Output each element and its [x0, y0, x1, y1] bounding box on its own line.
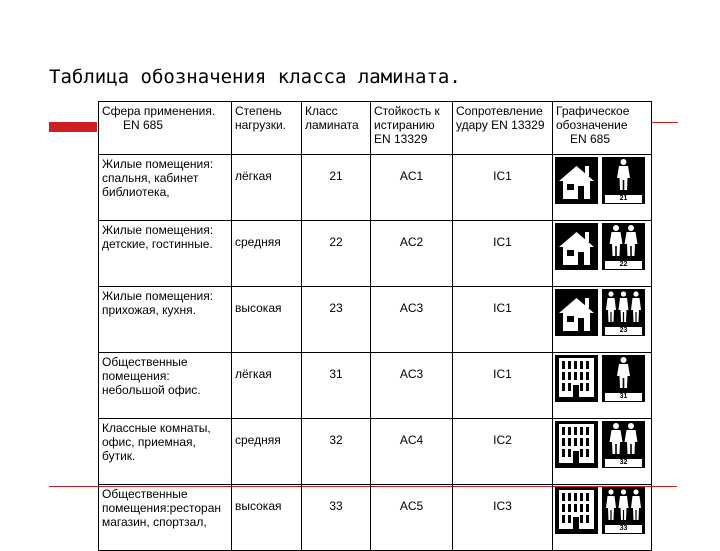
abrasion-cell: AC4 — [371, 419, 453, 485]
three-people-icon — [602, 487, 645, 534]
two-people-icon — [602, 421, 645, 468]
house-icon — [555, 223, 598, 270]
class-badge: 23 — [605, 327, 642, 335]
abrasion-cell: AC3 — [371, 353, 453, 419]
class-badge: 21 — [605, 195, 642, 203]
class-cell: 32 — [302, 419, 371, 485]
impact-cell: IC1 — [453, 155, 553, 221]
class-cell: 31 — [302, 353, 371, 419]
sphere-cell: Жилые помещения: спальня, кабинет библиотека, — [99, 155, 232, 221]
office-building-icon — [555, 355, 598, 402]
abrasion-cell: AC3 — [371, 287, 453, 353]
impact-cell: IC1 — [453, 353, 553, 419]
office-building-icon — [555, 487, 598, 534]
header-graphic-standard: EN 685 — [570, 132, 611, 146]
table-row — [99, 155, 652, 221]
graphic-cell — [553, 485, 652, 551]
header-sphere-standard: EN 685 — [123, 118, 164, 132]
header-graphic — [553, 102, 652, 155]
sphere-cell: Жилые помещения: детские, гостинные. — [99, 221, 232, 287]
laminate-class-table — [98, 101, 652, 551]
sphere-cell: Жилые помещения: прихожая, кухня. — [99, 287, 232, 353]
load-cell: лёгкая — [232, 155, 302, 221]
load-cell: средняя — [232, 419, 302, 485]
class-badge: 31 — [605, 393, 642, 401]
one-person-icon — [602, 355, 645, 402]
class-cell: 22 — [302, 221, 371, 287]
table-header-row — [99, 102, 652, 155]
header-impact: Сопротевление удару EN 13329 — [453, 102, 553, 155]
page-title: Таблица обозначения класса ламината. — [49, 66, 461, 88]
one-person-icon — [602, 157, 645, 204]
accent-bar — [49, 122, 97, 132]
graphic-cell — [553, 287, 652, 353]
class-badge: 32 — [605, 459, 642, 467]
table-row — [99, 419, 652, 485]
table-row — [99, 353, 652, 419]
sphere-cell: Общественные помещения: небольшой офис. — [99, 353, 232, 419]
abrasion-cell: AC5 — [371, 485, 453, 551]
abrasion-cell: AC2 — [371, 221, 453, 287]
load-cell: лёгкая — [232, 353, 302, 419]
sphere-cell: Общественные помещения:ресторан магазин, спортзал, — [99, 485, 232, 551]
two-people-icon — [602, 223, 645, 270]
table-row — [99, 221, 652, 287]
header-sphere — [99, 102, 232, 155]
load-cell: средняя — [232, 221, 302, 287]
table-row — [99, 485, 652, 551]
house-icon — [555, 289, 598, 336]
class-badge: 33 — [605, 525, 642, 533]
abrasion-cell: AC1 — [371, 155, 453, 221]
load-cell: высокая — [232, 287, 302, 353]
graphic-cell — [553, 419, 652, 485]
header-class: Класс ламината — [302, 102, 371, 155]
house-icon — [555, 157, 598, 204]
class-badge: 22 — [605, 261, 642, 269]
graphic-cell — [553, 353, 652, 419]
class-cell: 21 — [302, 155, 371, 221]
load-cell: высокая — [232, 485, 302, 551]
sphere-cell: Классные комнаты, офис, приемная, бутик. — [99, 419, 232, 485]
header-abrasion: Стойкость к истиранию EN 13329 — [371, 102, 453, 155]
office-building-icon — [555, 421, 598, 468]
header-load: Степень нагрузки. — [232, 102, 302, 155]
three-people-icon — [602, 289, 645, 336]
graphic-cell — [553, 155, 652, 221]
class-cell: 23 — [302, 287, 371, 353]
impact-cell: IC2 — [453, 419, 553, 485]
impact-cell: IC3 — [453, 485, 553, 551]
header-sphere-label: Сфера применения. — [102, 104, 216, 118]
table-row — [99, 287, 652, 353]
graphic-cell — [553, 221, 652, 287]
header-graphic-label: Графическое обозначение — [556, 104, 630, 132]
divider-top — [652, 122, 678, 123]
impact-cell: IC1 — [453, 221, 553, 287]
class-cell: 33 — [302, 485, 371, 551]
impact-cell: IC1 — [453, 287, 553, 353]
